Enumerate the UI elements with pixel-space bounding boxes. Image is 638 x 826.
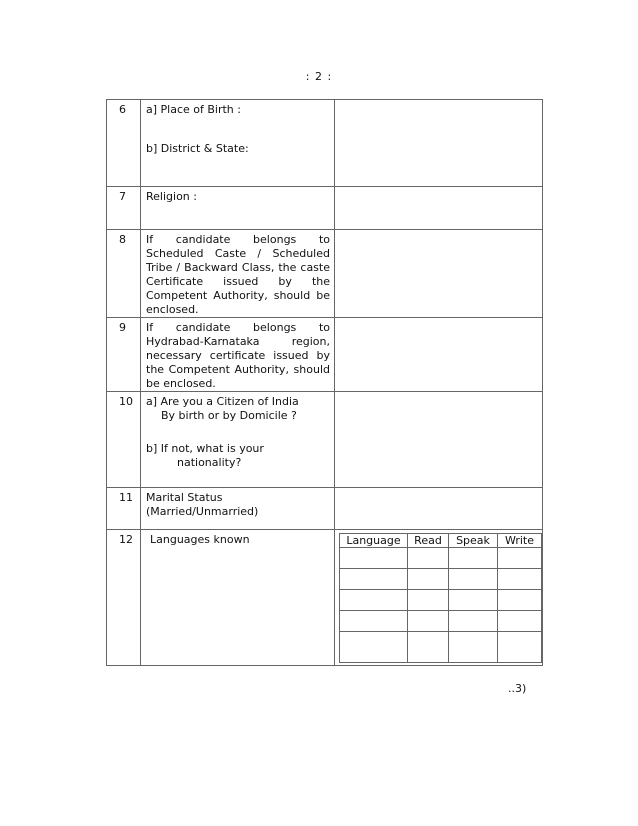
language-row bbox=[340, 611, 542, 632]
answer-field-hyderabad-karnataka[interactable] bbox=[335, 318, 543, 392]
language-name-field[interactable] bbox=[340, 590, 408, 611]
question-cell bbox=[141, 100, 335, 187]
form-row-citizenship bbox=[107, 392, 543, 488]
question-citizen-of-india: a] Are you a Citizen of India bbox=[146, 395, 299, 408]
page-number: : 2 : bbox=[305, 70, 333, 83]
language-name-field[interactable] bbox=[340, 569, 408, 590]
page-continuation: ..3) bbox=[508, 682, 527, 695]
form-row-place-of-birth bbox=[107, 100, 543, 187]
header-read: Read bbox=[408, 534, 449, 548]
question-cell bbox=[141, 187, 335, 230]
row-number: 12 bbox=[107, 530, 141, 666]
question-married-unmarried: (Married/Unmarried) bbox=[146, 505, 259, 518]
form-row-caste-certificate bbox=[107, 230, 543, 318]
answer-field-religion[interactable] bbox=[335, 187, 543, 230]
language-speak-field[interactable] bbox=[449, 548, 498, 569]
language-name-field[interactable] bbox=[340, 548, 408, 569]
question-if-not: b] If not, what is your bbox=[146, 442, 264, 455]
language-read-field[interactable] bbox=[408, 548, 449, 569]
languages-cell bbox=[335, 530, 543, 666]
question-caste-certificate: If candidate belongs to Scheduled Caste / Scheduled Tribe / Backward Class, the caste Certificate issued by the Competent Authority, should be enclosed. bbox=[141, 230, 335, 318]
row-number: 8 bbox=[107, 230, 141, 318]
header-speak: Speak bbox=[449, 534, 498, 548]
language-write-field[interactable] bbox=[498, 632, 542, 663]
language-speak-field[interactable] bbox=[449, 569, 498, 590]
form-row-religion bbox=[107, 187, 543, 230]
row-number: 11 bbox=[107, 488, 141, 530]
header-language: Language bbox=[340, 534, 408, 548]
language-read-field[interactable] bbox=[408, 569, 449, 590]
form-row-marital-status bbox=[107, 488, 543, 530]
row-number: 6 bbox=[107, 100, 141, 187]
language-write-field[interactable] bbox=[498, 611, 542, 632]
question-marital-status: Marital Status bbox=[146, 491, 223, 504]
language-read-field[interactable] bbox=[408, 590, 449, 611]
question-birth-or-domicile: By birth or by Domicile ? bbox=[161, 409, 297, 422]
question-cell bbox=[141, 488, 335, 530]
language-speak-field[interactable] bbox=[449, 611, 498, 632]
language-row bbox=[340, 548, 542, 569]
language-write-field[interactable] bbox=[498, 548, 542, 569]
question-cell bbox=[141, 392, 335, 488]
question-religion: Religion : bbox=[146, 190, 197, 203]
answer-field-citizenship[interactable] bbox=[335, 392, 543, 488]
row-number: 9 bbox=[107, 318, 141, 392]
question-place-of-birth: a] Place of Birth : bbox=[146, 103, 241, 116]
language-write-field[interactable] bbox=[498, 590, 542, 611]
languages-header-row bbox=[340, 534, 542, 548]
row-number: 10 bbox=[107, 392, 141, 488]
row-number: 7 bbox=[107, 187, 141, 230]
language-speak-field[interactable] bbox=[449, 590, 498, 611]
answer-field-place-of-birth[interactable] bbox=[335, 100, 543, 187]
question-hyderabad-karnataka: If candidate belongs to Hydrabad-Karnataka region, necessary certificate issued by the Competent Authority, should be enclosed. bbox=[141, 318, 335, 392]
language-write-field[interactable] bbox=[498, 569, 542, 590]
form-row-hyderabad-karnataka bbox=[107, 318, 543, 392]
language-name-field[interactable] bbox=[340, 611, 408, 632]
language-name-field[interactable] bbox=[340, 632, 408, 663]
application-form-table bbox=[106, 99, 543, 666]
language-row bbox=[340, 569, 542, 590]
question-languages-known: Languages known bbox=[141, 530, 335, 666]
question-nationality: nationality? bbox=[177, 456, 242, 469]
language-row bbox=[340, 590, 542, 611]
question-district-state: b] District & State: bbox=[146, 142, 249, 155]
header-write: Write bbox=[498, 534, 542, 548]
language-read-field[interactable] bbox=[408, 611, 449, 632]
languages-table bbox=[339, 533, 542, 663]
answer-field-marital-status[interactable] bbox=[335, 488, 543, 530]
language-read-field[interactable] bbox=[408, 632, 449, 663]
answer-field-caste-certificate[interactable] bbox=[335, 230, 543, 318]
form-row-languages bbox=[107, 530, 543, 666]
language-speak-field[interactable] bbox=[449, 632, 498, 663]
language-row bbox=[340, 632, 542, 663]
